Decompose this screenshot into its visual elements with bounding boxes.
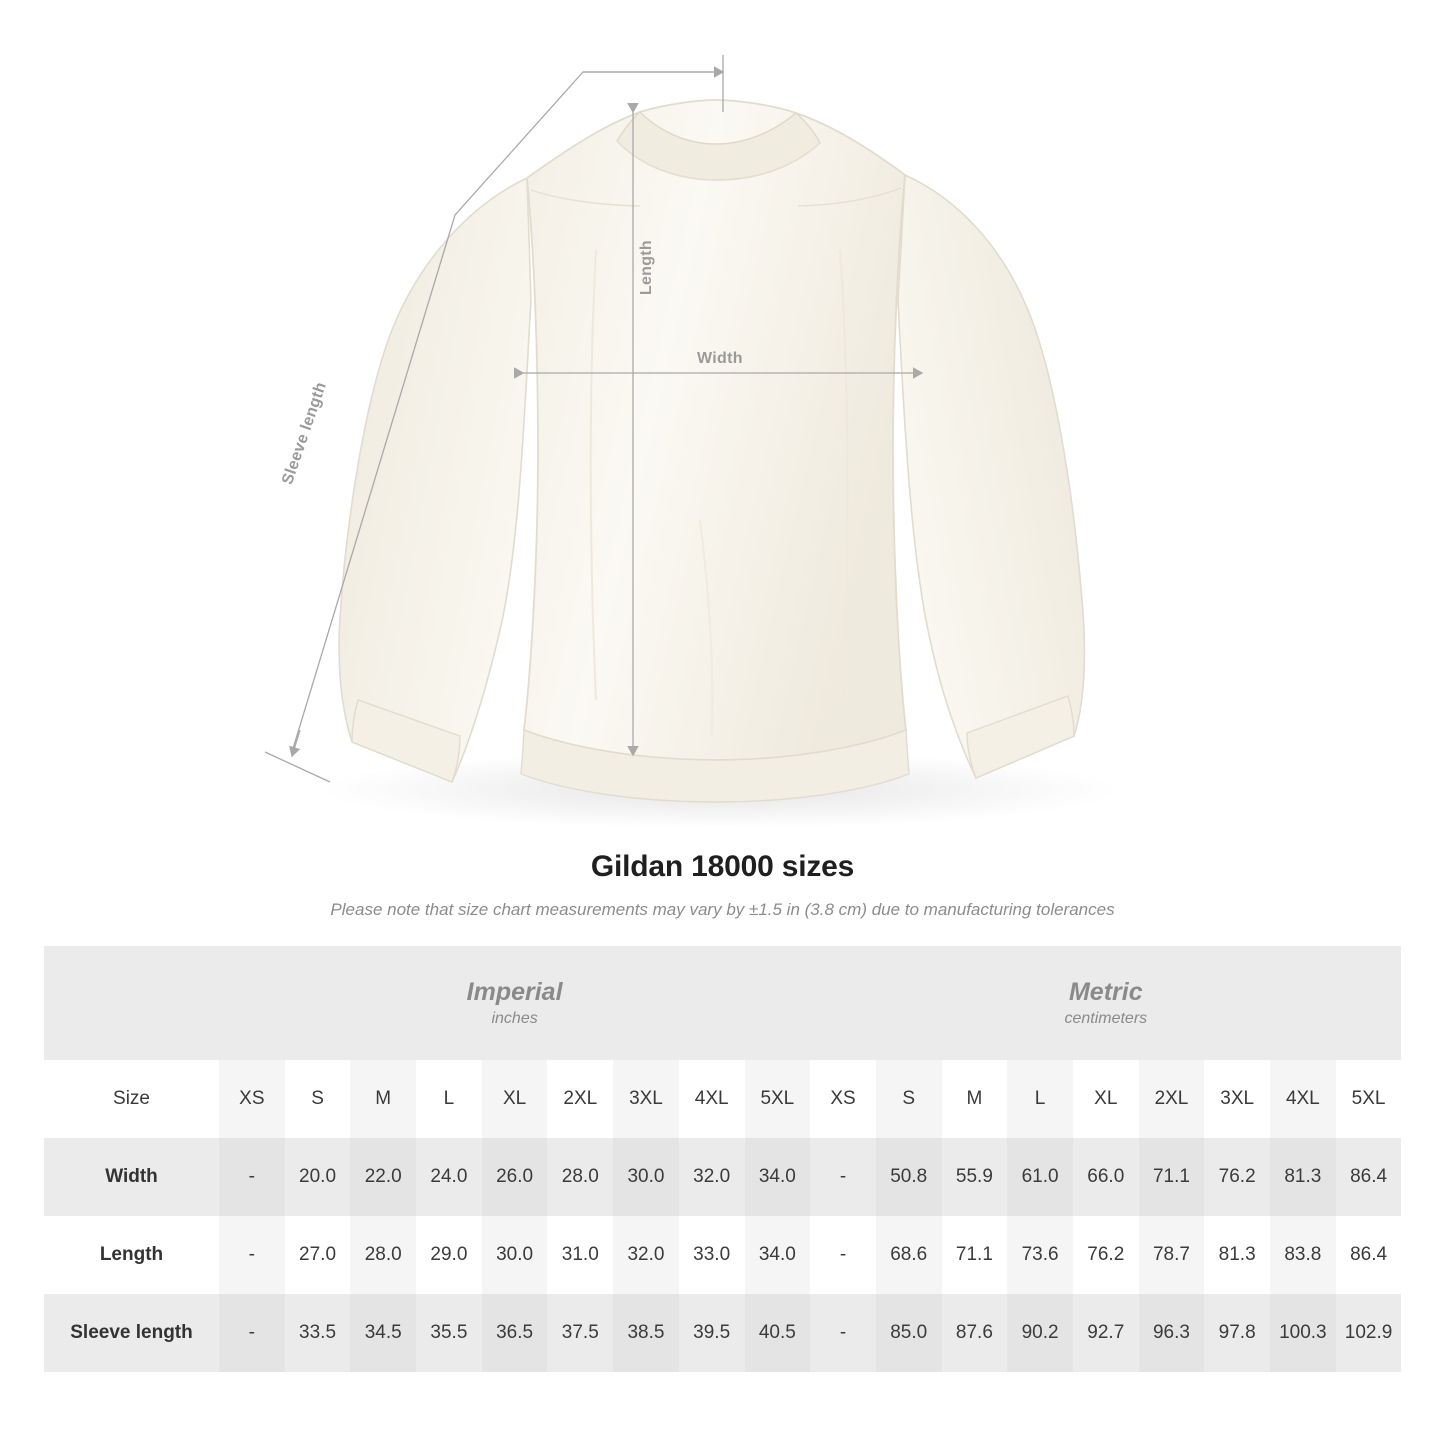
header-4xl-imperial: 4XL <box>679 1060 745 1138</box>
width-dimension-label: Width <box>697 350 743 367</box>
cell-length-4xl-cm: 83.8 <box>1270 1216 1336 1294</box>
cell-length-xl-in: 30.0 <box>482 1216 548 1294</box>
cell-length-xs-in: - <box>219 1216 285 1294</box>
cell-length-l-cm: 73.6 <box>1007 1216 1073 1294</box>
header-xl-imperial: XL <box>482 1060 548 1138</box>
title-block <box>0 850 1445 920</box>
header-s-imperial: S <box>285 1060 351 1138</box>
cell-sleeve-4xl-cm: 100.3 <box>1270 1294 1336 1372</box>
units-header-row <box>44 946 1401 1060</box>
table-row <box>44 1294 1401 1372</box>
row-label-sleeve-length: Sleeve length <box>44 1294 219 1372</box>
cell-length-3xl-in: 32.0 <box>613 1216 679 1294</box>
header-3xl-metric: 3XL <box>1204 1060 1270 1138</box>
cell-length-xl-cm: 76.2 <box>1073 1216 1139 1294</box>
cell-sleeve-3xl-in: 38.5 <box>613 1294 679 1372</box>
table-row <box>44 1216 1401 1294</box>
cell-width-4xl-cm: 81.3 <box>1270 1138 1336 1216</box>
cell-sleeve-4xl-in: 39.5 <box>679 1294 745 1372</box>
length-dimension-label: Length <box>638 240 655 296</box>
size-table-wrapper <box>0 946 1445 1372</box>
cell-sleeve-xs-in: - <box>219 1294 285 1372</box>
header-s-metric: S <box>876 1060 942 1138</box>
cell-length-xs-cm: - <box>810 1216 876 1294</box>
header-m-imperial: M <box>350 1060 416 1138</box>
cell-sleeve-2xl-in: 37.5 <box>547 1294 613 1372</box>
cell-sleeve-s-in: 33.5 <box>285 1294 351 1372</box>
cell-width-2xl-cm: 71.1 <box>1139 1138 1205 1216</box>
cell-sleeve-m-cm: 87.6 <box>942 1294 1008 1372</box>
cell-width-5xl-cm: 86.4 <box>1336 1138 1402 1216</box>
header-m-metric: M <box>942 1060 1008 1138</box>
imperial-group-header <box>219 946 810 1060</box>
cell-width-3xl-in: 30.0 <box>613 1138 679 1216</box>
tolerance-note: Please note that size chart measurements may vary by ±1.5 in (3.8 cm) due to manufacturing tolerances <box>330 900 1115 919</box>
header-2xl-imperial: 2XL <box>547 1060 613 1138</box>
cell-width-2xl-in: 28.0 <box>547 1138 613 1216</box>
header-4xl-metric: 4XL <box>1270 1060 1336 1138</box>
cell-length-m-cm: 71.1 <box>942 1216 1008 1294</box>
cell-length-5xl-cm: 86.4 <box>1336 1216 1402 1294</box>
cell-width-m-cm: 55.9 <box>942 1138 1008 1216</box>
cell-sleeve-l-in: 35.5 <box>416 1294 482 1372</box>
table-row <box>44 1138 1401 1216</box>
imperial-sub-label: inches <box>491 1010 538 1028</box>
cell-sleeve-l-cm: 90.2 <box>1007 1294 1073 1372</box>
cell-length-s-cm: 68.6 <box>876 1216 942 1294</box>
cell-sleeve-s-cm: 85.0 <box>876 1294 942 1372</box>
cell-sleeve-5xl-cm: 102.9 <box>1336 1294 1402 1372</box>
cell-length-s-in: 27.0 <box>285 1216 351 1294</box>
cell-width-xl-cm: 66.0 <box>1073 1138 1139 1216</box>
cell-sleeve-3xl-cm: 97.8 <box>1204 1294 1270 1372</box>
cell-sleeve-xl-cm: 92.7 <box>1073 1294 1139 1372</box>
units-spacer <box>44 946 219 1060</box>
header-size: Size <box>44 1060 219 1138</box>
cell-width-xs-in: - <box>219 1138 285 1216</box>
cell-length-2xl-cm: 78.7 <box>1139 1216 1205 1294</box>
header-xs-imperial: XS <box>219 1060 285 1138</box>
metric-label: Metric <box>1068 977 1143 1006</box>
cell-width-xl-in: 26.0 <box>482 1138 548 1216</box>
header-l-metric: L <box>1007 1060 1073 1138</box>
cell-length-m-in: 28.0 <box>350 1216 416 1294</box>
row-label-width: Width <box>44 1138 219 1216</box>
row-label-length: Length <box>44 1216 219 1294</box>
cell-sleeve-xl-in: 36.5 <box>482 1294 548 1372</box>
header-5xl-imperial: 5XL <box>745 1060 811 1138</box>
cell-width-4xl-in: 32.0 <box>679 1138 745 1216</box>
cell-width-l-in: 24.0 <box>416 1138 482 1216</box>
page-title: Gildan 18000 sizes <box>590 850 855 883</box>
metric-sub-label: centimeters <box>1064 1010 1148 1028</box>
cell-width-m-in: 22.0 <box>350 1138 416 1216</box>
header-l-imperial: L <box>416 1060 482 1138</box>
metric-group-header <box>810 946 1401 1060</box>
cell-length-4xl-in: 33.0 <box>679 1216 745 1294</box>
sleeve-length-dimension-label: Sleeve length <box>279 379 330 487</box>
cell-length-3xl-cm: 81.3 <box>1204 1216 1270 1294</box>
cell-sleeve-m-in: 34.5 <box>350 1294 416 1372</box>
cell-sleeve-5xl-in: 40.5 <box>745 1294 811 1372</box>
header-xl-metric: XL <box>1073 1060 1139 1138</box>
cell-width-3xl-cm: 76.2 <box>1204 1138 1270 1216</box>
cell-length-2xl-in: 31.0 <box>547 1216 613 1294</box>
header-3xl-imperial: 3XL <box>613 1060 679 1138</box>
cell-length-5xl-in: 34.0 <box>745 1216 811 1294</box>
header-xs-metric: XS <box>810 1060 876 1138</box>
cell-width-5xl-in: 34.0 <box>745 1138 811 1216</box>
size-table <box>44 946 1401 1372</box>
imperial-label: Imperial <box>466 977 563 1006</box>
cell-sleeve-2xl-cm: 96.3 <box>1139 1294 1205 1372</box>
cell-width-s-cm: 50.8 <box>876 1138 942 1216</box>
header-2xl-metric: 2XL <box>1139 1060 1205 1138</box>
column-header-row <box>44 1060 1401 1138</box>
cell-width-xs-cm: - <box>810 1138 876 1216</box>
header-5xl-metric: 5XL <box>1336 1060 1402 1138</box>
cell-width-s-in: 20.0 <box>285 1138 351 1216</box>
cell-width-l-cm: 61.0 <box>1007 1138 1073 1216</box>
cell-length-l-in: 29.0 <box>416 1216 482 1294</box>
cell-sleeve-xs-cm: - <box>810 1294 876 1372</box>
